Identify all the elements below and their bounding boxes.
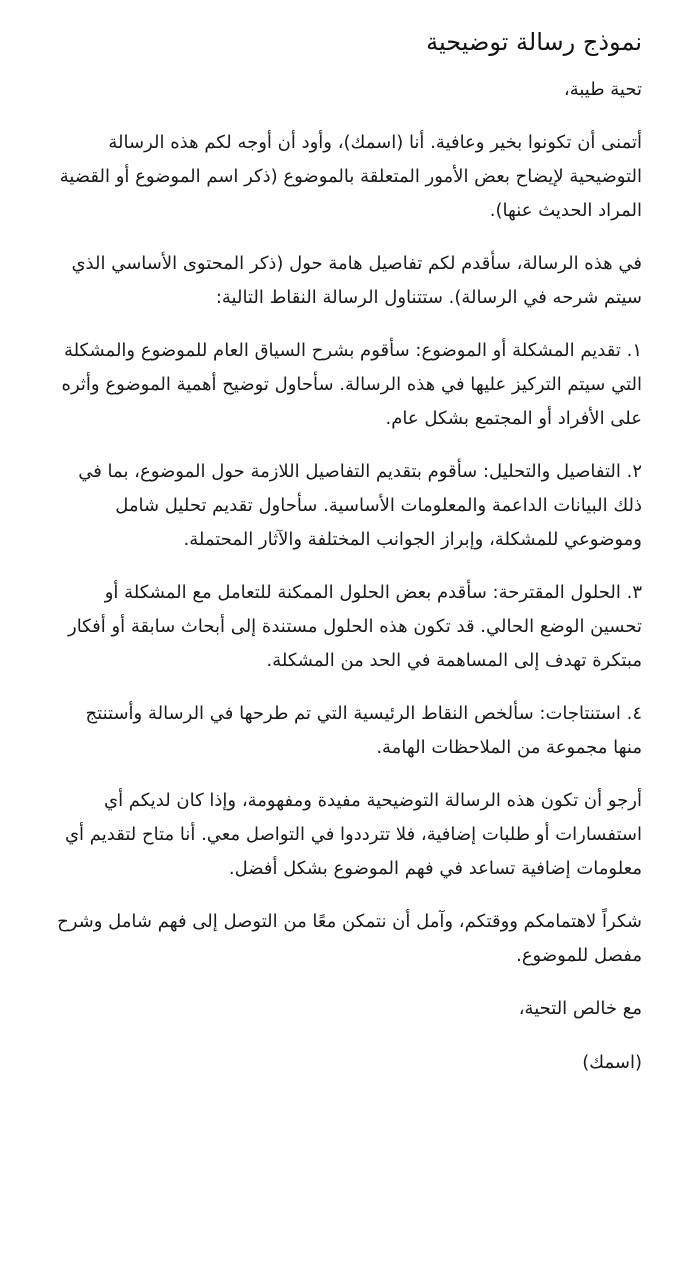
- paragraph-request: أرجو أن تكون هذه الرسالة التوضيحية مفيدة ومفهومة، وإذا كان لديكم أي استفسارات أو طلبات إضافية، فلا تترددوا في التواصل معي. أنا متاح لتقديم أي معلومات إضافية تساعد في فهم الموضوع بشكل أفضل.: [64, 790, 642, 879]
- paragraph-thanks: شكراً لاهتمامكم ووقتكم، وآمل أن نتمكن معًا من التوصل إلى فهم شامل وشرح مفصل للموضوع.: [57, 911, 642, 966]
- paragraph-overview: في هذه الرسالة، سأقدم لكم تفاصيل هامة حول (ذكر المحتوى الأساسي الذي سيتم شرحه في الرسالة). ستتناول الرسالة النقاط التالية:: [71, 253, 642, 308]
- greeting: تحية طيبة،: [563, 79, 642, 100]
- paragraph-point-1: ١. تقديم المشكلة أو الموضوع: سأقوم بشرح السياق العام للموضوع والمشكلة التي سيتم التركيز عليها في هذه الرسالة. سأحاول توضيح أهمية الموضوع وأثره على الأفراد أو المجتمع بشكل عام.: [61, 340, 642, 429]
- closing-line: مع خالص التحية،: [518, 998, 642, 1019]
- paragraph-point-2: ٢. التفاصيل والتحليل: سأقوم بتقديم التفاصيل اللازمة حول الموضوع، بما في ذلك البيانات الداعمة والمعلومات الأساسية. سأحاول تقديم تحليل شامل وموضوعي للمشكلة، وإبراز الجوانب المختلفة والآثار المحتملة.: [78, 461, 642, 550]
- document-title: نموذج رسالة توضيحية: [426, 28, 642, 56]
- paragraph-point-4: ٤. استنتاجات: سألخص النقاط الرئيسية التي تم طرحها في الرسالة وأستنتج منها مجموعة من الملاحظات الهامة.: [85, 703, 642, 758]
- paragraph-point-3: ٣. الحلول المقترحة: سأقدم بعض الحلول الممكنة للتعامل مع المشكلة أو تحسين الوضع الحالي. قد تكون هذه الحلول مستندة إلى أبحاث سابقة أو أفكار مبتكرة تهدف إلى المساهمة في الحد من المشكلة.: [68, 582, 642, 671]
- paragraph-intro: أتمنى أن تكونوا بخير وعافية. أنا (اسمك)، وأود أن أوجه لكم هذه الرسالة التوضيحية لإيضاح بعض الأمور المتعلقة بالموضوع (ذكر اسم الموضوع أو القضية المراد الحديث عنها).: [59, 132, 642, 221]
- signature: (اسمك): [582, 1052, 642, 1073]
